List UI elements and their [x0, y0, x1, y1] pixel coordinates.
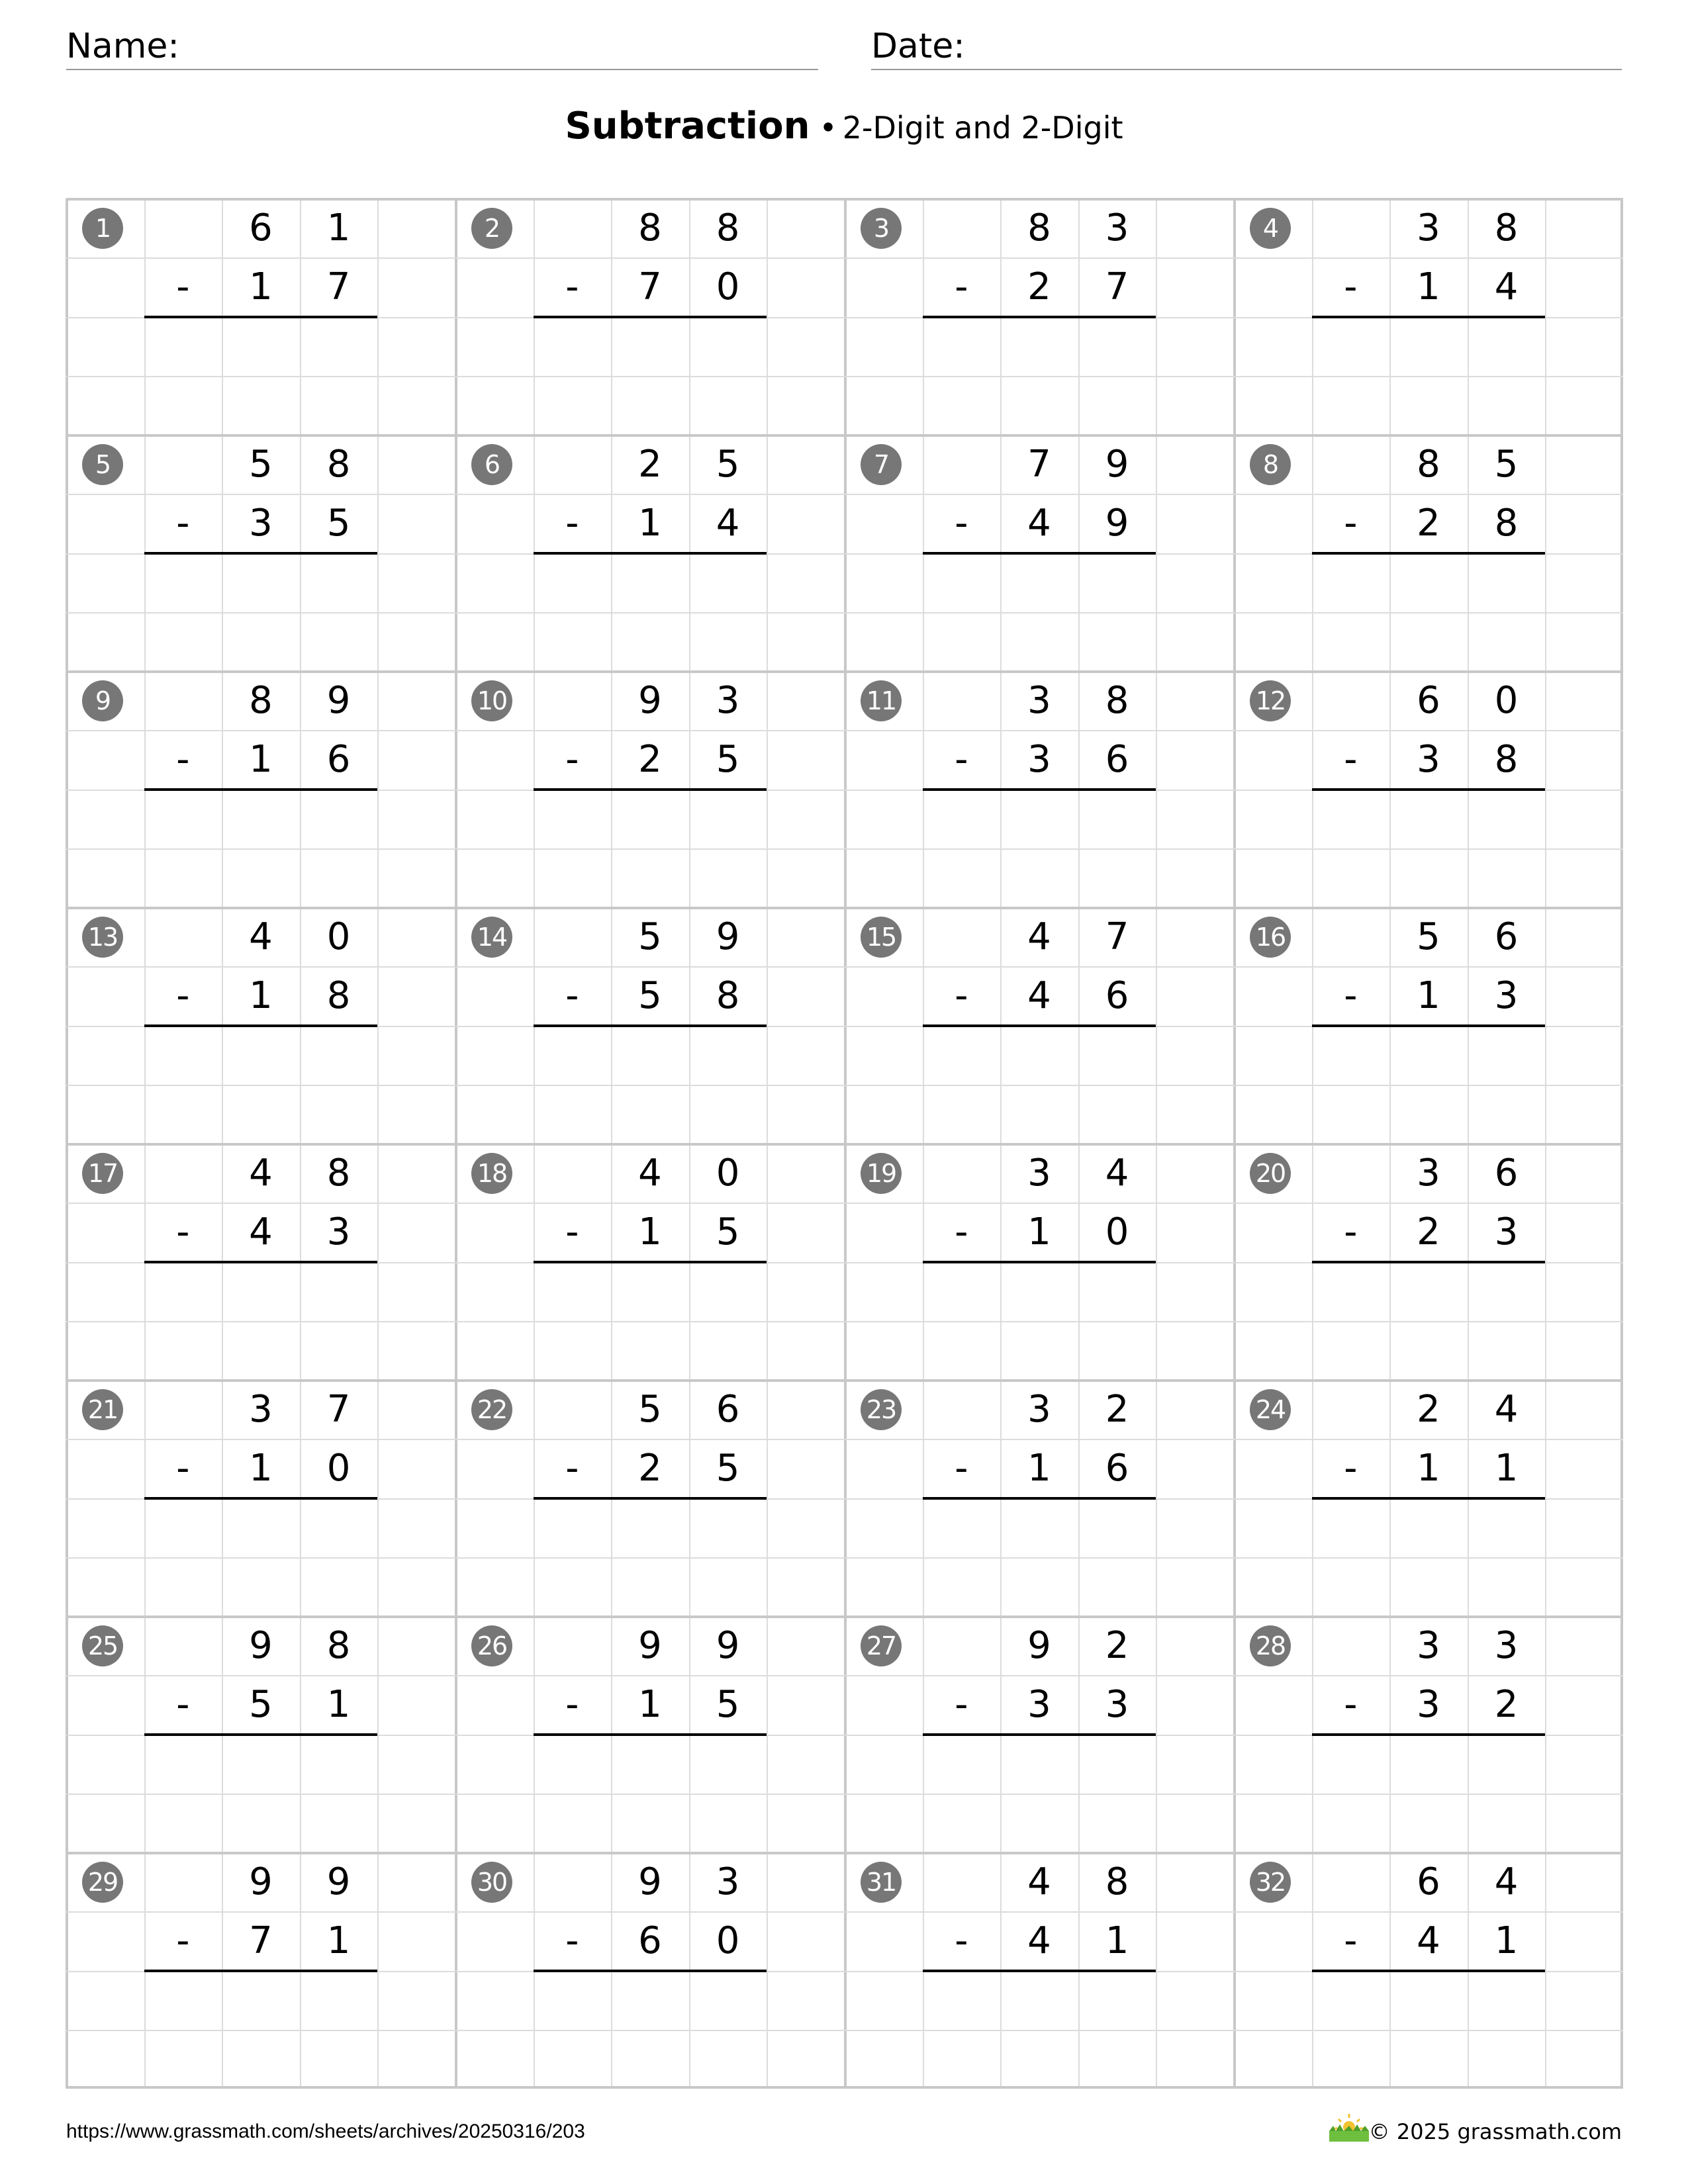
bottom-ones-digit: 7 — [326, 265, 351, 309]
minus-sign: - — [176, 1447, 190, 1490]
grid-hline — [66, 2086, 1623, 2089]
minus-sign: - — [565, 502, 579, 545]
problem-number-badge: 25 — [82, 1625, 123, 1666]
top-tens-digit: 6 — [1417, 1860, 1440, 1904]
problem-number-badge: 10 — [471, 680, 512, 721]
bottom-tens-digit: 4 — [249, 1210, 273, 1254]
bottom-ones-digit: 0 — [1105, 1210, 1129, 1254]
bottom-tens-digit: 1 — [1417, 265, 1440, 309]
problem-number-badge: 11 — [861, 680, 902, 721]
bottom-ones-digit: 6 — [1105, 1447, 1129, 1490]
top-ones-digit: 9 — [326, 1860, 351, 1904]
problem-number-badge: 13 — [82, 917, 123, 958]
top-tens-digit: 8 — [249, 679, 273, 723]
minus-sign: - — [176, 1683, 190, 1727]
title-main: Subtraction — [565, 105, 810, 148]
answer-rule — [144, 1497, 378, 1500]
problem-number-badge: 2 — [471, 208, 512, 249]
problem-number-badge: 19 — [861, 1153, 902, 1194]
problem-number-badge: 4 — [1250, 208, 1291, 249]
worksheet-title — [0, 105, 1688, 148]
title-separator: • — [819, 110, 837, 146]
minus-sign: - — [1344, 1683, 1358, 1727]
bottom-ones-digit: 3 — [1494, 1210, 1519, 1254]
bottom-tens-digit: 3 — [1417, 738, 1440, 782]
minus-sign: - — [1344, 502, 1358, 545]
top-ones-digit: 0 — [716, 1152, 740, 1195]
top-tens-digit: 4 — [249, 1152, 273, 1195]
top-ones-digit: 6 — [716, 1388, 740, 1432]
bottom-tens-digit: 7 — [638, 265, 662, 309]
bottom-tens-digit: 4 — [1027, 502, 1051, 545]
top-ones-digit: 2 — [1105, 1388, 1129, 1432]
top-tens-digit: 5 — [249, 443, 273, 486]
top-ones-digit: 7 — [1105, 915, 1129, 959]
problem-grid — [66, 199, 1623, 2089]
problem-number-badge: 5 — [82, 444, 123, 485]
top-tens-digit: 3 — [1417, 1624, 1440, 1668]
answer-rule — [923, 1970, 1156, 1972]
minus-sign: - — [955, 502, 968, 545]
problem-number-badge: 29 — [82, 1862, 123, 1903]
top-tens-digit: 9 — [638, 1860, 662, 1904]
problem-number-badge: 24 — [1250, 1389, 1291, 1430]
minus-sign: - — [1344, 1210, 1358, 1254]
top-tens-digit: 6 — [249, 206, 273, 250]
top-ones-digit: 4 — [1494, 1860, 1519, 1904]
minus-sign: - — [565, 974, 579, 1018]
bottom-ones-digit: 6 — [1105, 974, 1129, 1018]
top-tens-digit: 9 — [1027, 1624, 1051, 1668]
bottom-tens-digit: 2 — [638, 738, 662, 782]
problem-number-badge: 17 — [82, 1153, 123, 1194]
top-ones-digit: 9 — [716, 915, 740, 959]
bottom-ones-digit: 1 — [326, 1683, 351, 1727]
bottom-tens-digit: 3 — [1027, 1683, 1051, 1727]
bottom-ones-digit: 4 — [716, 502, 740, 545]
problem-number-badge: 8 — [1250, 444, 1291, 485]
top-tens-digit: 3 — [1027, 1152, 1051, 1195]
footer-url: https://www.grassmath.com/sheets/archives/20250316/203 — [66, 2120, 585, 2142]
top-tens-digit: 8 — [1417, 443, 1440, 486]
minus-sign: - — [565, 1447, 579, 1490]
answer-rule — [1312, 1497, 1546, 1500]
bottom-ones-digit: 5 — [716, 1210, 740, 1254]
minus-sign: - — [955, 1919, 968, 1963]
top-ones-digit: 9 — [326, 679, 351, 723]
minus-sign: - — [955, 974, 968, 1018]
name-field[interactable] — [66, 23, 818, 70]
top-tens-digit: 6 — [1417, 679, 1440, 723]
minus-sign: - — [1344, 1447, 1358, 1490]
bottom-ones-digit: 1 — [326, 1919, 351, 1963]
answer-rule — [923, 316, 1156, 318]
minus-sign: - — [176, 265, 190, 309]
problem-number-badge: 26 — [471, 1625, 512, 1666]
bottom-tens-digit: 1 — [638, 502, 662, 545]
answer-rule — [923, 1024, 1156, 1027]
top-ones-digit: 8 — [326, 1152, 351, 1195]
bottom-ones-digit: 8 — [716, 974, 740, 1018]
problem-number-badge: 9 — [82, 680, 123, 721]
top-tens-digit: 2 — [638, 443, 662, 486]
bottom-tens-digit: 3 — [1417, 1683, 1440, 1727]
problem-number-badge: 7 — [861, 444, 902, 485]
bottom-tens-digit: 1 — [638, 1210, 662, 1254]
bottom-tens-digit: 3 — [1027, 738, 1051, 782]
minus-sign: - — [176, 1210, 190, 1254]
minus-sign: - — [565, 1683, 579, 1727]
bottom-ones-digit: 2 — [1494, 1683, 1519, 1727]
bottom-ones-digit: 5 — [716, 1447, 740, 1490]
top-tens-digit: 5 — [638, 915, 662, 959]
bottom-tens-digit: 1 — [1027, 1447, 1051, 1490]
bottom-tens-digit: 1 — [249, 974, 273, 1018]
top-ones-digit: 0 — [1494, 679, 1519, 723]
grass-sun-logo-icon — [1327, 2111, 1372, 2143]
title-subtitle: 2-Digit and 2-Digit — [842, 110, 1123, 146]
answer-rule — [1312, 1261, 1546, 1263]
top-tens-digit: 8 — [638, 206, 662, 250]
top-ones-digit: 3 — [716, 679, 740, 723]
minus-sign: - — [955, 1210, 968, 1254]
bottom-tens-digit: 1 — [249, 1447, 273, 1490]
bottom-ones-digit: 4 — [1494, 265, 1519, 309]
problem-number-badge: 22 — [471, 1389, 512, 1430]
problem-number-badge: 30 — [471, 1862, 512, 1903]
bottom-tens-digit: 2 — [1417, 1210, 1440, 1254]
bottom-tens-digit: 3 — [249, 502, 273, 545]
answer-rule — [144, 316, 378, 318]
answer-rule — [1312, 788, 1546, 791]
answer-rule — [1312, 1733, 1546, 1736]
bottom-tens-digit: 1 — [638, 1683, 662, 1727]
footer-copyright: © 2025 grassmath.com — [1368, 2119, 1622, 2144]
answer-rule — [144, 1970, 378, 1972]
top-ones-digit: 4 — [1105, 1152, 1129, 1195]
answer-rule — [534, 316, 767, 318]
bottom-tens-digit: 6 — [638, 1919, 662, 1963]
answer-rule — [923, 1497, 1156, 1500]
grid-hline — [66, 1557, 1623, 1559]
top-ones-digit: 2 — [1105, 1624, 1129, 1668]
bottom-tens-digit: 2 — [1417, 502, 1440, 545]
top-tens-digit: 4 — [638, 1152, 662, 1195]
bottom-tens-digit: 1 — [1027, 1210, 1051, 1254]
bottom-ones-digit: 0 — [716, 1919, 740, 1963]
top-ones-digit: 8 — [1105, 679, 1129, 723]
top-tens-digit: 3 — [1027, 1388, 1051, 1432]
top-ones-digit: 9 — [1105, 443, 1129, 486]
bottom-ones-digit: 3 — [326, 1210, 351, 1254]
answer-rule — [534, 1497, 767, 1500]
minus-sign: - — [176, 738, 190, 782]
grid-hline — [66, 1085, 1623, 1086]
bottom-ones-digit: 8 — [1494, 502, 1519, 545]
grid-hline — [66, 1321, 1623, 1322]
minus-sign: - — [176, 502, 190, 545]
top-ones-digit: 4 — [1494, 1388, 1519, 1432]
top-tens-digit: 7 — [1027, 443, 1051, 486]
top-ones-digit: 3 — [1105, 206, 1129, 250]
problem-number-badge: 15 — [861, 917, 902, 958]
problem-number-badge: 31 — [861, 1862, 902, 1903]
bottom-tens-digit: 1 — [249, 738, 273, 782]
answer-rule — [534, 1733, 767, 1736]
problem-number-badge: 21 — [82, 1389, 123, 1430]
top-tens-digit: 9 — [638, 1624, 662, 1668]
bottom-tens-digit: 1 — [249, 265, 273, 309]
bottom-ones-digit: 5 — [716, 738, 740, 782]
answer-rule — [923, 1261, 1156, 1263]
bottom-ones-digit: 1 — [1494, 1447, 1519, 1490]
top-tens-digit: 3 — [1417, 206, 1440, 250]
answer-rule — [144, 552, 378, 555]
bottom-tens-digit: 5 — [638, 974, 662, 1018]
date-label: Date: — [871, 26, 965, 66]
bottom-tens-digit: 4 — [1027, 974, 1051, 1018]
problem-number-badge: 23 — [861, 1389, 902, 1430]
bottom-ones-digit: 3 — [1494, 974, 1519, 1018]
minus-sign: - — [565, 265, 579, 309]
date-field[interactable] — [871, 23, 1622, 70]
answer-rule — [1312, 552, 1546, 555]
answer-rule — [144, 1261, 378, 1263]
grid-hline — [66, 2030, 1623, 2031]
bottom-ones-digit: 7 — [1105, 265, 1129, 309]
top-ones-digit: 0 — [326, 915, 351, 959]
top-tens-digit: 4 — [1027, 915, 1051, 959]
top-tens-digit: 4 — [249, 915, 273, 959]
bottom-ones-digit: 9 — [1105, 502, 1129, 545]
minus-sign: - — [955, 738, 968, 782]
minus-sign: - — [1344, 974, 1358, 1018]
top-ones-digit: 5 — [716, 443, 740, 486]
bottom-ones-digit: 8 — [1494, 738, 1519, 782]
top-tens-digit: 3 — [1027, 679, 1051, 723]
minus-sign: - — [1344, 265, 1358, 309]
bottom-ones-digit: 1 — [1105, 1919, 1129, 1963]
problem-number-badge: 20 — [1250, 1153, 1291, 1194]
problem-number-badge: 1 — [82, 208, 123, 249]
problem-number-badge: 6 — [471, 444, 512, 485]
top-tens-digit: 9 — [249, 1624, 273, 1668]
top-ones-digit: 8 — [1105, 1860, 1129, 1904]
top-ones-digit: 6 — [1494, 1152, 1519, 1195]
problem-number-badge: 28 — [1250, 1625, 1291, 1666]
bottom-ones-digit: 5 — [716, 1683, 740, 1727]
top-tens-digit: 5 — [1417, 915, 1440, 959]
answer-rule — [534, 552, 767, 555]
minus-sign: - — [176, 974, 190, 1018]
bottom-ones-digit: 1 — [1494, 1919, 1519, 1963]
minus-sign: - — [176, 1919, 190, 1963]
problem-number-badge: 32 — [1250, 1862, 1291, 1903]
bottom-tens-digit: 1 — [1417, 974, 1440, 1018]
top-ones-digit: 1 — [326, 206, 351, 250]
bottom-tens-digit: 7 — [249, 1919, 273, 1963]
bottom-ones-digit: 5 — [326, 502, 351, 545]
bottom-ones-digit: 0 — [326, 1447, 351, 1490]
problem-number-badge: 27 — [861, 1625, 902, 1666]
top-ones-digit: 8 — [1494, 206, 1519, 250]
answer-rule — [534, 1261, 767, 1263]
answer-rule — [144, 1024, 378, 1027]
minus-sign: - — [1344, 1919, 1358, 1963]
problem-number-badge: 3 — [861, 208, 902, 249]
bottom-ones-digit: 6 — [326, 738, 351, 782]
top-ones-digit: 3 — [1494, 1624, 1519, 1668]
bottom-tens-digit: 4 — [1417, 1919, 1440, 1963]
top-tens-digit: 9 — [638, 679, 662, 723]
top-tens-digit: 2 — [1417, 1388, 1440, 1432]
top-tens-digit: 3 — [249, 1388, 273, 1432]
bottom-ones-digit: 0 — [716, 265, 740, 309]
top-ones-digit: 8 — [326, 1624, 351, 1668]
top-ones-digit: 5 — [1494, 443, 1519, 486]
bottom-tens-digit: 5 — [249, 1683, 273, 1727]
bottom-ones-digit: 3 — [1105, 1683, 1129, 1727]
answer-rule — [923, 1733, 1156, 1736]
minus-sign: - — [1344, 738, 1358, 782]
top-ones-digit: 7 — [326, 1388, 351, 1432]
answer-rule — [534, 1024, 767, 1027]
bottom-tens-digit: 2 — [638, 1447, 662, 1490]
top-tens-digit: 5 — [638, 1388, 662, 1432]
top-tens-digit: 8 — [1027, 206, 1051, 250]
bottom-tens-digit: 4 — [1027, 1919, 1051, 1963]
bottom-ones-digit: 6 — [1105, 738, 1129, 782]
answer-rule — [534, 1970, 767, 1972]
minus-sign: - — [565, 1210, 579, 1254]
answer-rule — [1312, 1024, 1546, 1027]
top-tens-digit: 4 — [1027, 1860, 1051, 1904]
minus-sign: - — [955, 1447, 968, 1490]
minus-sign: - — [955, 1683, 968, 1727]
top-ones-digit: 3 — [716, 1860, 740, 1904]
top-tens-digit: 3 — [1417, 1152, 1440, 1195]
bottom-tens-digit: 1 — [1417, 1447, 1440, 1490]
top-ones-digit: 6 — [1494, 915, 1519, 959]
answer-rule — [144, 1733, 378, 1736]
grid-hline — [66, 612, 1623, 614]
answer-rule — [923, 552, 1156, 555]
answer-rule — [534, 788, 767, 791]
problem-number-badge: 14 — [471, 917, 512, 958]
bottom-tens-digit: 2 — [1027, 265, 1051, 309]
answer-rule — [923, 788, 1156, 791]
top-ones-digit: 8 — [716, 206, 740, 250]
top-ones-digit: 9 — [716, 1624, 740, 1668]
minus-sign: - — [565, 1919, 579, 1963]
answer-rule — [1312, 1970, 1546, 1972]
grid-hline — [66, 1794, 1623, 1795]
top-tens-digit: 9 — [249, 1860, 273, 1904]
problem-number-badge: 12 — [1250, 680, 1291, 721]
minus-sign: - — [955, 265, 968, 309]
answer-rule — [1312, 316, 1546, 318]
name-label: Name: — [66, 26, 179, 66]
problem-number-badge: 18 — [471, 1153, 512, 1194]
grid-hline — [66, 376, 1623, 377]
answer-rule — [144, 788, 378, 791]
top-ones-digit: 8 — [326, 443, 351, 486]
bottom-ones-digit: 8 — [326, 974, 351, 1018]
grid-hline — [66, 848, 1623, 850]
problem-number-badge: 16 — [1250, 917, 1291, 958]
minus-sign: - — [565, 738, 579, 782]
